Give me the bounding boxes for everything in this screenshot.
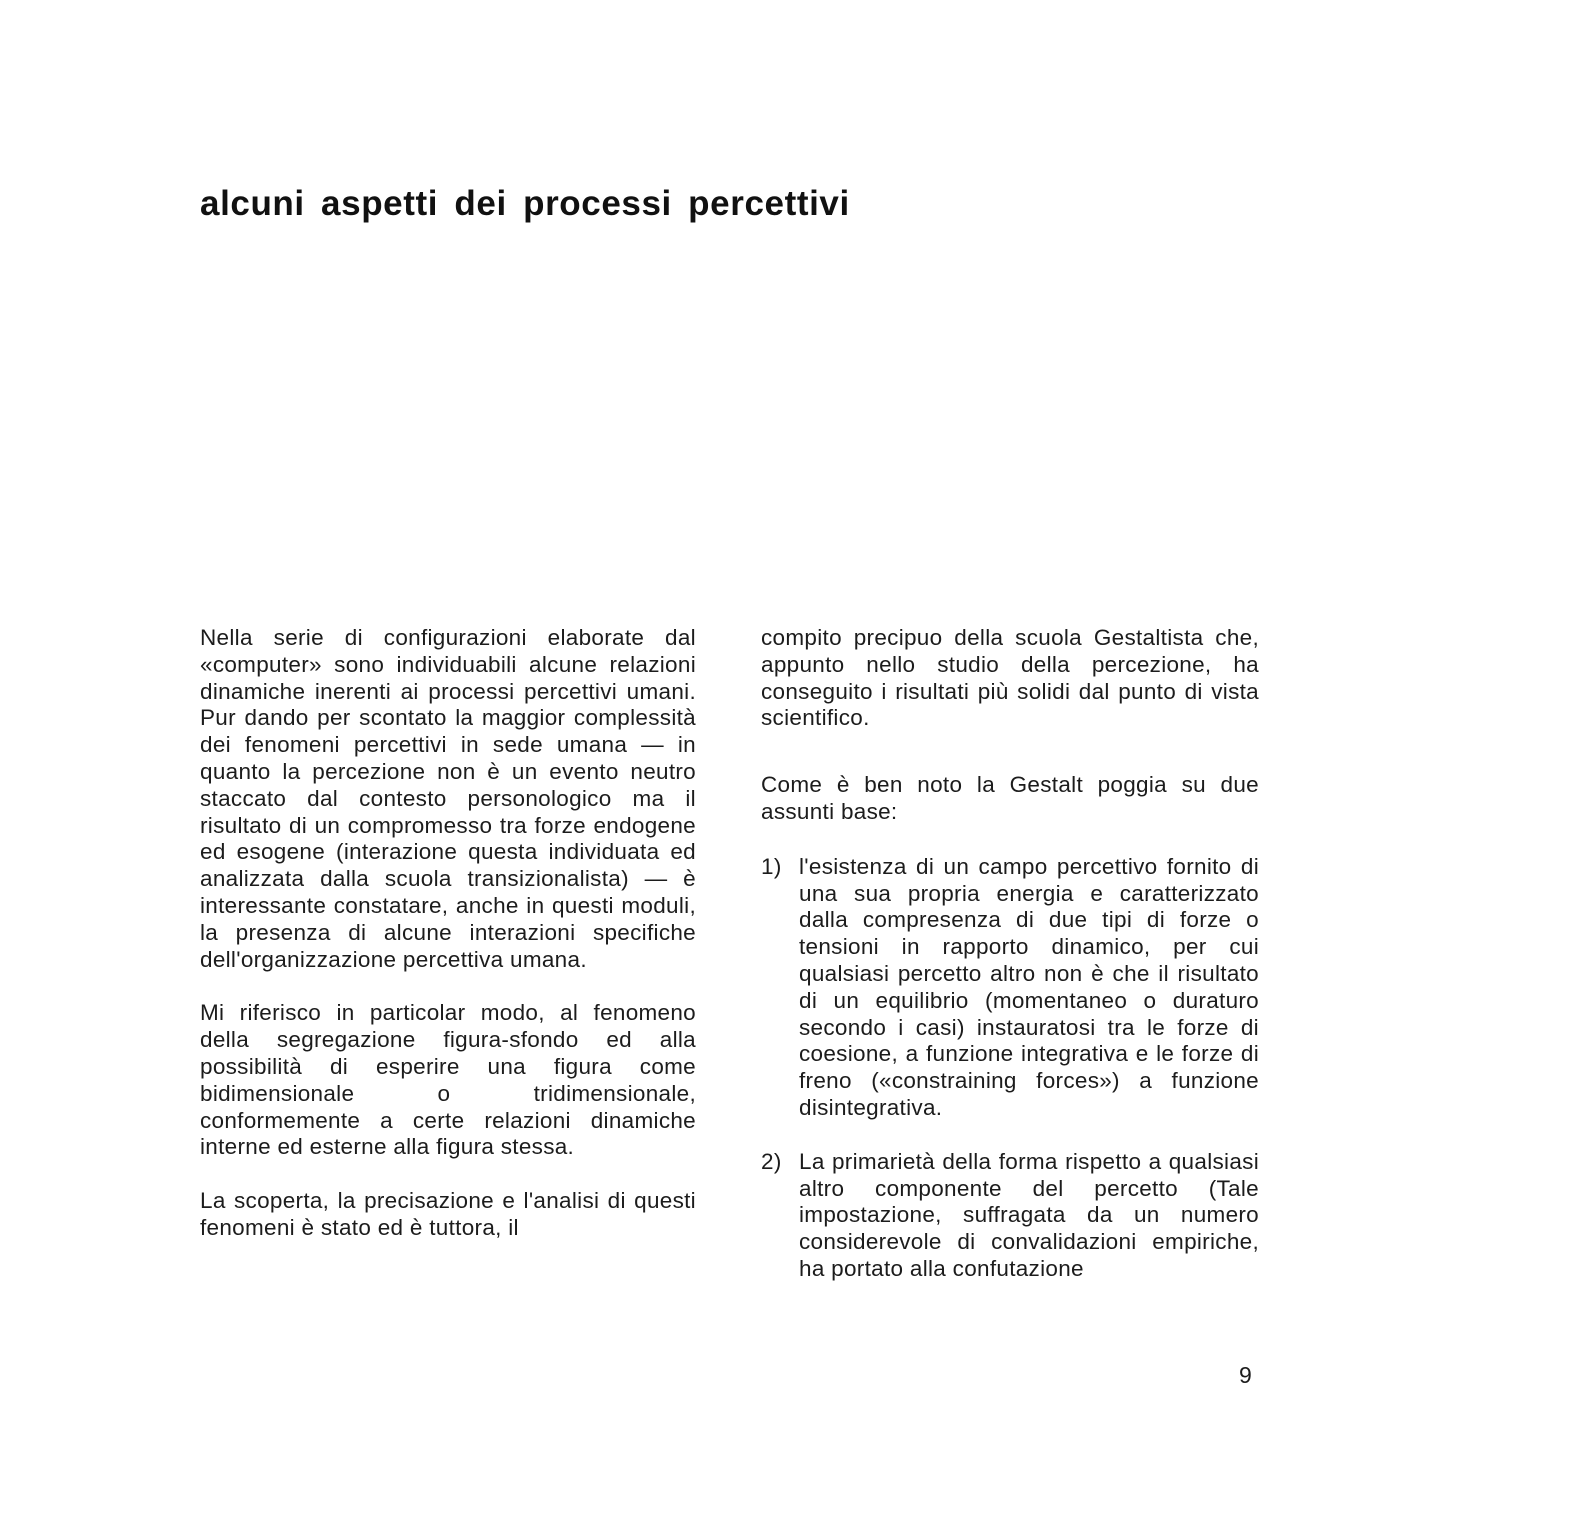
page-title: alcuni aspetti dei processi percettivi	[200, 184, 850, 223]
right-paragraph-1: compito precipuo della scuola Gestaltista che, appunto nello studio della percezione, ha conseguito i risultati più solidi dal punto di vista scientifico.	[761, 625, 1259, 731]
left-paragraph-2: Mi riferisco in particolar modo, al fenomeno della segregazione figura-sfondo ed alla possibilità di esperire una figura come bidimensionale o tridimensionale, conformemente a certe relazioni dinamiche interne ed esterne alla figura stessa.	[200, 1000, 696, 1160]
list-item	[761, 1149, 1259, 1283]
left-paragraph-3: La scoperta, la precisazione e l'analisi di questi fenomeni è stato ed è tuttora, il	[200, 1188, 696, 1240]
list-item-number: 1)	[761, 853, 782, 879]
list-item	[761, 854, 1259, 1122]
list-item-text: l'esistenza di un campo percettivo fornito di una sua propria energia e caratterizzato dalla compresenza di due tipi di forze o tensioni in rapporto dinamico, per cui qualsiasi percetto altro non è che il risultato di un equilibrio (momentaneo o duraturo secondo i casi) instauratosi tra le forze di coesione, a funzione integrativa e le forze di freno («constraining forces») a funzione disintegrativa.	[799, 853, 1259, 1120]
list-item-text: La primarietà della forma rispetto a qualsiasi altro componente del percetto (Tale impostazione, suffragata da un numero considerevole di convalidazioni empiriche, ha portato alla confutazione	[799, 1148, 1259, 1281]
numbered-list	[761, 854, 1259, 1283]
left-paragraph-1: Nella serie di configurazioni elaborate dal «computer» sono individuabili alcune relazioni dinamiche inerenti ai processi percettivi umani. Pur dando per scontato la maggior complessità dei fenomeni percettivi in sede umana — in quanto la percezione non è un evento neutro staccato dal contesto personologico ma il risultato di un compromesso tra forze endogene ed esogene (interazione questa individuata ed analizzata dalla scuola transizionalista) — è interessante constatare, anche in questi moduli, la presenza di alcune interazioni specifiche dell'organizzazione percettiva umana.	[200, 625, 696, 972]
right-paragraph-2: Come è ben noto la Gestalt poggia su due assunti base:	[761, 772, 1259, 824]
list-item-number: 2)	[761, 1148, 782, 1174]
page-number: 9	[1239, 1362, 1252, 1388]
left-column	[200, 625, 696, 1242]
right-column	[761, 625, 1259, 1283]
